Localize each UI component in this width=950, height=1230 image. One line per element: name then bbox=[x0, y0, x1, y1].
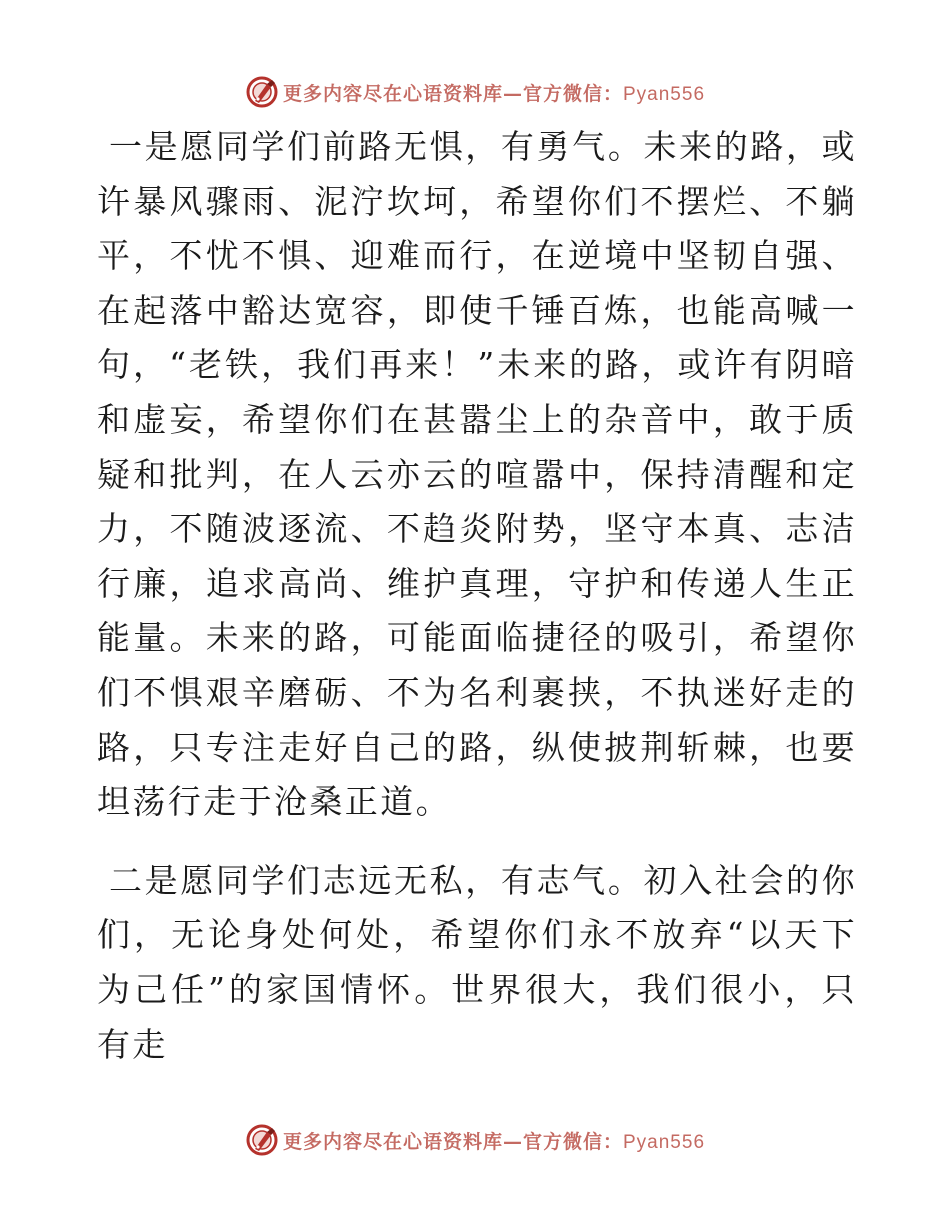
wechat-id: Pyan556 bbox=[623, 1131, 706, 1153]
banner-text bbox=[283, 79, 705, 106]
banner-text bbox=[283, 1127, 705, 1154]
pen-nib-logo-icon bbox=[245, 75, 279, 109]
document-body bbox=[97, 120, 857, 1072]
paragraph-2: 二是愿同学们志远无私，有志气。初入社会的你们，无论身处何处，希望你们永不放弃“以天下为己任”的家国情怀。世界很大，我们很小，只有走 bbox=[97, 860, 857, 1064]
pen-nib-logo-icon bbox=[245, 1123, 279, 1157]
paragraph-1: 一是愿同学们前路无惧，有勇气。未来的路，或许暴风骤雨、泥泞坎坷，希望你们不摆烂、不躺平，不忧不惧、迎难而行，在逆境中坚韧自强、在起落中豁达宽容，即使千锤百炼，也能高喊一句，“老铁，我们再来！”未来的路，或许有阴暗和虚妄，希望你们在甚嚣尘上的杂音中，敢于质疑和批判，在人云亦云的喧嚣中，保持清醒和定力，不随波逐流、不趋炎附势，坚守本真、志洁行廉，追求高尚、维护真理，守护和传递人生正能量。未来的路，可能面临捷径的吸引，希望你们不惧艰辛磨砺、不为名利裹挟，不执迷好走的路，只专注走好自己的路，纵使披荆斩棘，也要坦荡行走于沧桑正道。 bbox=[97, 127, 857, 822]
banner-slogan: 更多内容尽在心语资料库—官方微信： bbox=[282, 82, 623, 105]
banner-slogan: 更多内容尽在心语资料库—官方微信： bbox=[282, 1130, 623, 1153]
header-banner bbox=[0, 70, 950, 114]
footer-banner bbox=[0, 1118, 950, 1162]
wechat-id: Pyan556 bbox=[623, 83, 706, 105]
